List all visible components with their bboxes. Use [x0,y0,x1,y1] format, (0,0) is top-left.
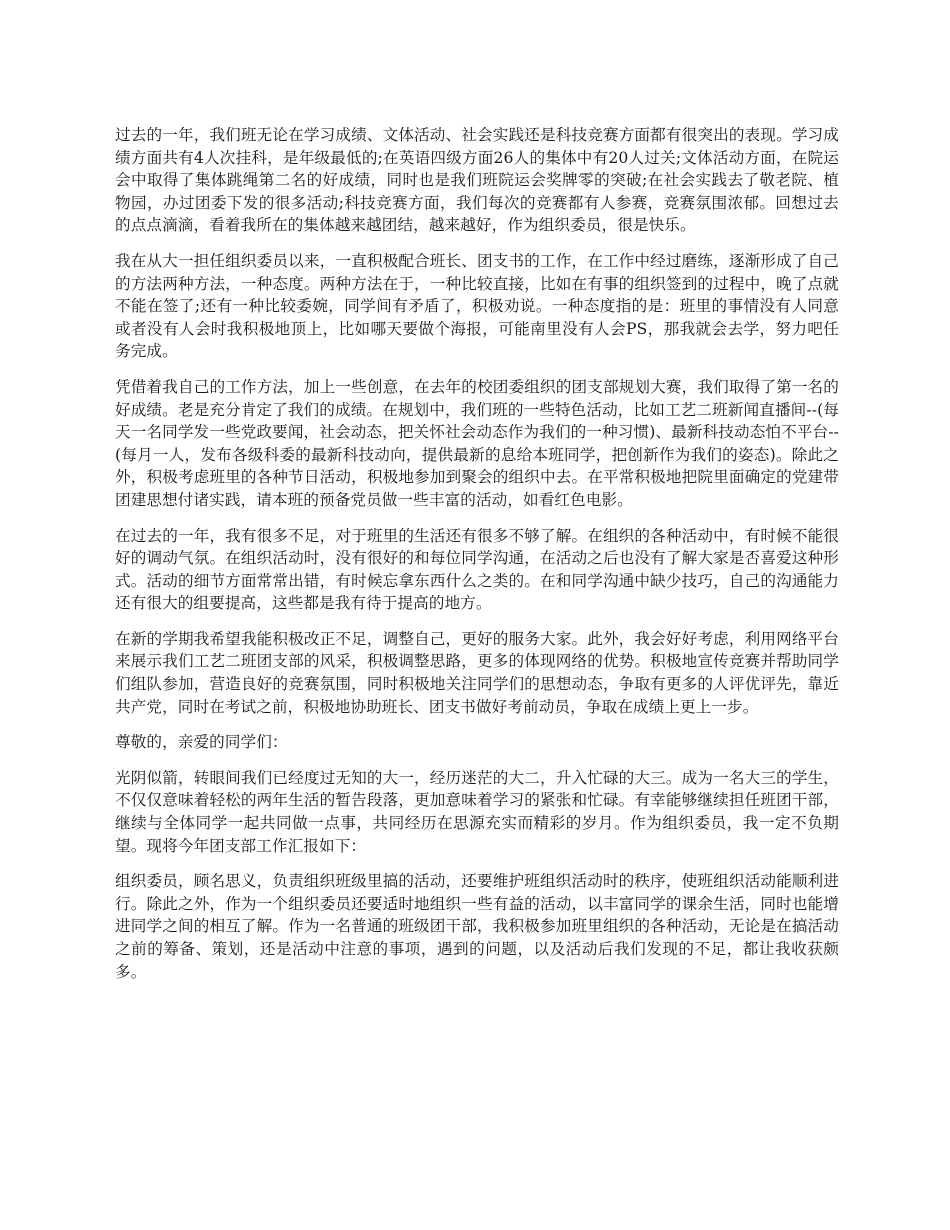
paragraph-5: 在新的学期我希望我能积极改正不足，调整自己，更好的服务大家。此外，我会好好考虑，利用网络平台来展示我们工艺二班团支部的风采，积极调整思路，更多的体现网络的优势。积极地宣传竞赛并帮助同学们组队参加，营造良好的竞赛氛围，同时积极地关注同学们的思想动态，争取有更多的人评优评先，靠近共产党，同时在考试之前，积极地协助班长、团支书做好考前动员，争取在成绩上更上一步。 [115,629,839,716]
salutation: 尊敬的，亲爱的同学们： [115,733,288,752]
document-body [115,124,839,996]
paragraph-3: 凭借着我自己的工作方法，加上一些创意，在去年的校团委组织的团支部规划大赛，我们取得了第一名的好成绩。老是充分肯定了我们的成绩。在规划中，我们班的一些特色活动，比如工艺二班新闻直播间--(每天一名同学发一些党政要闻，社会动态，把关怀社会动态作为我们的一种习惯)、最新科技动态怕不平台--(每月一人，发布各级科委的最新科技动向，提供最新的息给本班同学，把创新作为我们的姿态)。除此之外，积极考虑班里的各种节日活动，积极地参加到聚会的组织中去。在平常积极地把院里面确定的党建带团建思想付诸实践，请本班的预备党员做一些丰富的活动，如看红色电影。 [115,377,839,509]
paragraph-8: 组织委员，顾名思义，负责组织班级里搞的活动，还要维护班组织活动时的秩序，使班组织活动能顺利进行。除此之外，作为一个组织委员还要适时地组织一些有益的活动，以丰富同学的课余生活，同时也能增进同学之间的相互了解。作为一名普通的班级团干部，我积极参加班里组织的各种活动，无论是在搞活动之前的筹备、策划，还是活动中注意的事项，遇到的问题，以及活动后我们发现的不足，都让我收获颇多。 [115,872,839,981]
paragraph-4: 在过去的一年，我有很多不足，对于班里的生活还有很多不够了解。在组织的各种活动中，有时候不能很好的调动气氛。在组织活动时，没有很好的和每位同学沟通，在活动之后也没有了解大家是否喜爱这种形式。活动的细节方面常常出错，有时候忘拿东西什么之类的。在和同学沟通中缺少技巧，自己的沟通能力还有很大的组要提高，这些都是我有待于提高的地方。 [115,526,839,613]
paragraph-1: 过去的一年，我们班无论在学习成绩、文体活动、社会实践还是科技竞赛方面都有很突出的表现。学习成绩方面共有4人次挂科，是年级最低的;在英语四级方面26人的集体中有20人过关;文体活动方面，在院运会中取得了集体跳绳第二名的好成绩，同时也是我们班院运会奖牌零的突破;在社会实践去了敬老院、植物园，办过团委下发的很多活动;科技竞赛方面，我们每次的竞赛都有人参赛，竞赛氛围浓郁。回想过去的点点滴滴，看着我所在的集体越来越团结，越来越好，作为组织委员，很是快乐。 [115,126,839,235]
paragraph-7: 光阴似箭，转眼间我们已经度过无知的大一，经历迷茫的大二，升入忙碌的大三。成为一名大三的学生，不仅仅意味着轻松的两年生活的暂告段落，更加意味着学习的紧张和忙碌。有幸能够继续担任班团干部，继续与全体同学一起共同做一点事，共同经历在思源充实而精彩的岁月。作为组织委员，我一定不负期望。现将今年团支部工作汇报如下： [115,768,839,855]
paragraph-2: 我在从大一担任组织委员以来，一直积极配合班长、团支书的工作，在工作中经过磨练，逐渐形成了自己的方法两种方法，一种态度。两种方法在于，一种比较直接，比如在有事的组织签到的过程中，晚了点就不能在签了;还有一种比较委婉，同学间有矛盾了，积极劝说。一种态度指的是：班里的事情没有人同意或者没有人会时我积极地顶上，比如哪天要做个海报，可能南里没有人会PS，那我就会去学，努力吧任务完成。 [115,251,839,361]
